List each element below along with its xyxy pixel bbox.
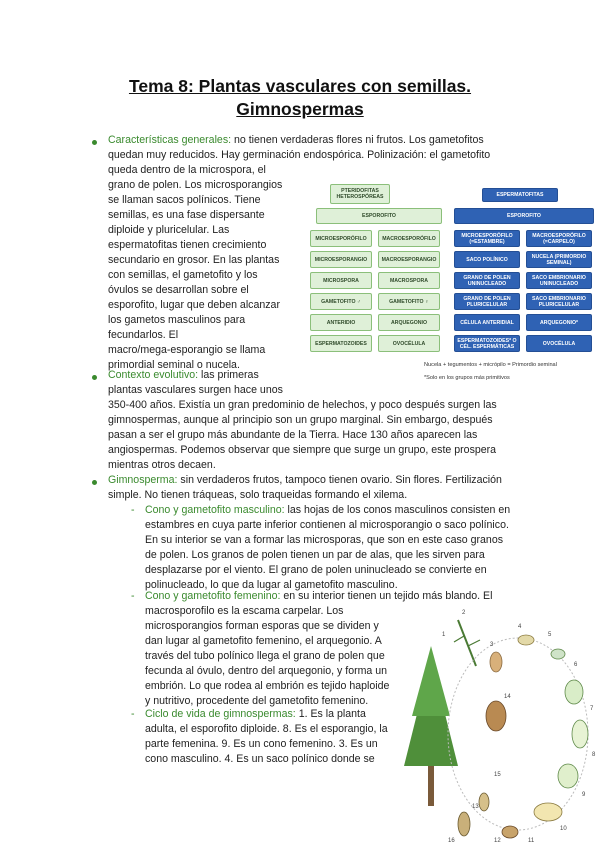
section-gimnosperma: Gimnosperma: sin verdaderos frutos, tampoco tienen ovario. Sin flores. Fertilización [108,474,502,486]
diagram-right-cell: ESPERMATOZOIDES* O CÉL. ESPERMÁTICAS [454,335,520,352]
diagram-header-espermatofitas: ESPERMATOFITAS [482,188,558,202]
diagram-right-cell: MACROESPORÓFILO (=CARPELO) [526,230,592,247]
diagram-right-cell: SACO EMBRIONARIO UNINUCLEADO [526,272,592,289]
cycle-stage-label: 9 [582,792,586,798]
paragraph-line: se llaman sacos polínicos. Tiene [108,194,261,206]
cycle-stage-label: 16 [448,838,455,844]
paragraph-line: con semillas, el gametofito y los [108,269,258,281]
paragraph-line: gimnospermas, aunque al principio son un grupo marginal. Sin embargo, después [108,414,493,426]
diagram-left-cell: MACROSPORA [378,272,440,289]
paragraph-line: simple. No tienen tráqueas, solo traqueidas formando el xilema. [108,489,408,501]
cycle-stage-label: 4 [518,624,522,630]
diagram-right-cell: CÉLULA ANTERIDIAL [454,314,520,331]
paragraph-line: semillas, es una fase dispersante [108,209,265,221]
paragraph-line: primordial seminal o nucela. [108,359,240,371]
bullet-icon [92,375,97,380]
winged-seed-icon [479,793,489,811]
diagram-right-cell: NUCELA (PRIMORDIO SEMINAL) [526,251,592,268]
diagram-header-pteridofitas: PTERIDOFITAS HETEROSPÓREAS [330,184,390,204]
diagram-left-cell: MICROSPORA [310,272,372,289]
diagram-sporophyte-left: ESPOROFITO [316,208,442,224]
cycle-path [448,638,588,830]
cycle-stage-label: 7 [590,706,594,712]
paragraph-line: dan lugar al gametofito femenino, el arquegonio. A [145,635,382,647]
cycle-stage-label: 10 [560,826,567,832]
paragraph-line: grano de polen. Los microsporangios [108,179,283,191]
cycle-stage-label: 2 [462,610,466,616]
paragraph-line: adulta, el esporofito diploide. 8. Es el esporangio, la [145,723,388,735]
paragraph-line: fecunda al óvulo, dentro del arquegonio, y forma un [145,665,388,677]
sub-ciclo-de-vida: Ciclo de vida de gimnospermas: 1. Es la planta [145,708,366,720]
branch-sprig-icon [454,620,480,666]
comparison-diagram [306,180,600,390]
diagram-note-primordio: Nucela + tegumentos + micrópilo = Primordio seminal [424,362,557,368]
diagram-right-cell: MICROESPORÓFILO (=ESTAMBRE) [454,230,520,247]
seed-icon [502,826,518,838]
cycle-stage-label: 12 [494,838,501,844]
seedling-icon [458,812,470,836]
diagram-right-cell: GRANO DE POLEN PLURICELULAR [454,293,520,310]
diagram-note-primitivos: *Solo en los grupos más primitivos [424,375,510,381]
paragraph-line: los gametos masculinos para [108,314,246,326]
paragraph-line: angiospermas. Podemos observar que siempre que surge un grupo, este prospera [108,444,497,456]
diagram-left-cell: ESPERMATOZOIDES [310,335,372,352]
diagram-right-cell: OVOCÉLULA [526,335,592,352]
paragraph-line: óvulos se desarrollan sobre el [108,284,249,296]
paragraph-line: embrión. Lo que rodea al embrión es tejido haploide [145,680,390,692]
pollen-sac-icon [518,635,534,645]
paragraph-line: macrosporofilo es la escama carpelar. Los [145,605,344,617]
page-title-line2: Gimnospermas [236,99,364,119]
diagram-left-cell: ANTERIDIO [310,314,372,331]
paragraph-line: En su interior se van a formar las microsporas, que son en este caso granos [145,534,504,546]
female-gametophyte-icon [572,720,588,748]
section-caracteristicas: Características generales: no tienen verdaderas flores ni frutos. Los gametofitos [108,134,484,146]
diagram-left-cell: OVOCÉLULA [378,335,440,352]
section-contexto: Contexto evolutivo: las primeras [108,369,259,381]
paragraph-line: microsporangios forman esporas que se dividen y [145,620,379,632]
diagram-right-cell: ARQUEGONIO* [526,314,592,331]
paragraph-line: 350-400 años. Existía un gran predominio de helechos, y poco después surgen las [108,399,497,411]
sub-cono-masculino: Cono y gametofito masculino: las hojas de los conos masculinos consisten en [145,504,511,516]
paragraph-line: pasan a ser el grupo más abundante de la Tierra. Hace 130 años aparecen las [108,429,478,441]
bullet-icon [92,480,97,485]
dash-bullet-icon: - [131,590,135,602]
cycle-stage-label: 15 [494,772,501,778]
diagram-left-cell: MICROESPORANGIO [310,251,372,268]
paragraph-line: espermatofitas tienen crecimiento [108,239,267,251]
gymnosperm-life-cycle-illustration [398,606,600,848]
paragraph-line: desplazarse por el viento. El grano de polen uninucleado se convierte en [145,564,487,576]
paragraph-line: polinucleado, lo que da lugar al gametofito masculino. [145,579,398,591]
paragraph-line: parte femenina. 9. Es un cono femenino. 3. Es un [145,738,378,750]
paragraph-line: queda dentro de la microspora, el [108,164,266,176]
diagram-right-cell: GRANO DE POLEN UNINUCLEADO [454,272,520,289]
dash-bullet-icon: - [131,504,135,516]
diagram-left-cell: MACROESPORANGIO [378,251,440,268]
male-cone-icon [490,652,502,672]
section-label: Gimnosperma: [108,474,178,486]
cycle-stage-label: 3 [490,642,494,648]
diagram-left-cell: GAMETOFITO ♂ [310,293,372,310]
diagram-right-cell: SACO POLÍNICO [454,251,520,268]
paragraph-line: secundario en grosor. En las plantas [108,254,280,266]
cycle-stage-label: 11 [528,838,535,844]
paragraph-line: mientras otros decaen. [108,459,216,471]
sub-label: Cono y gametofito masculino: [145,504,285,516]
cycle-stage-label: 14 [504,694,511,700]
section-label: Contexto evolutivo: [108,369,199,381]
pollen-grain-icon [551,649,565,659]
female-cone-icon [486,701,506,731]
cycle-stage-label: 13 [472,804,479,810]
paragraph-line: plantas vasculares surgen hace unos [108,384,283,396]
diagram-left-cell: MACROESPORÓFILO [378,230,440,247]
paragraph-line: cono masculino. 4. Es un saco polínico donde se [145,753,375,765]
diagram-left-cell: MICROESPORÓFILO [310,230,372,247]
paragraph-line: macro/mega-esporangio se llama [108,344,266,356]
sub-label: Cono y gametofito femenino: [145,590,281,602]
paragraph-line: de polen. Los granos de polen tienen un par de alas, que les sirven para [145,549,485,561]
sub-label: Ciclo de vida de gimnospermas: [145,708,296,720]
dash-bullet-icon: - [131,708,135,720]
diagram-left-cell: GAMETOFITO ♀ [378,293,440,310]
paragraph-line: estambres en cuya parte inferior contienen al microsporangio o saco polínico. [145,519,509,531]
paragraph-line: fecundarlos. El [108,329,179,341]
diagram-sporophyte-right: ESPOROFITO [454,208,594,224]
cycle-stage-label: 8 [592,752,596,758]
diagram-left-cell: ARQUEGONIO [378,314,440,331]
bullet-icon [92,140,97,145]
archegonium-icon [558,764,578,788]
diagram-right-cell: SACO EMBRIONARIO PLURICELULAR [526,293,592,310]
paragraph-line: través del tubo polínico llega el grano de polen que [145,650,385,662]
cycle-stage-label: 5 [548,632,552,638]
paragraph-line: quedan muy reducidos. Hay germinación endospórica. Polinización: el gametofito [108,149,491,161]
pine-tree-icon [404,646,458,806]
cycle-stage-label: 1 [442,632,446,638]
sub-cono-femenino: Cono y gametofito femenino: en su interior tienen un tejido más blando. El [145,590,493,602]
paragraph-line: esporofito, lugar que deben alcanzar [108,299,280,311]
section-label: Características generales: [108,134,232,146]
ovule-icon [565,680,583,704]
cycle-stage-label: 6 [574,662,578,668]
page-title-line1: Tema 8: Plantas vasculares con semillas. [128,76,472,96]
paragraph-line: y nutritivo, procedente del gametofito femenino. [145,695,369,707]
paragraph-line: diploide y pluricelular. Las [108,224,230,236]
embryo-icon [534,803,562,821]
